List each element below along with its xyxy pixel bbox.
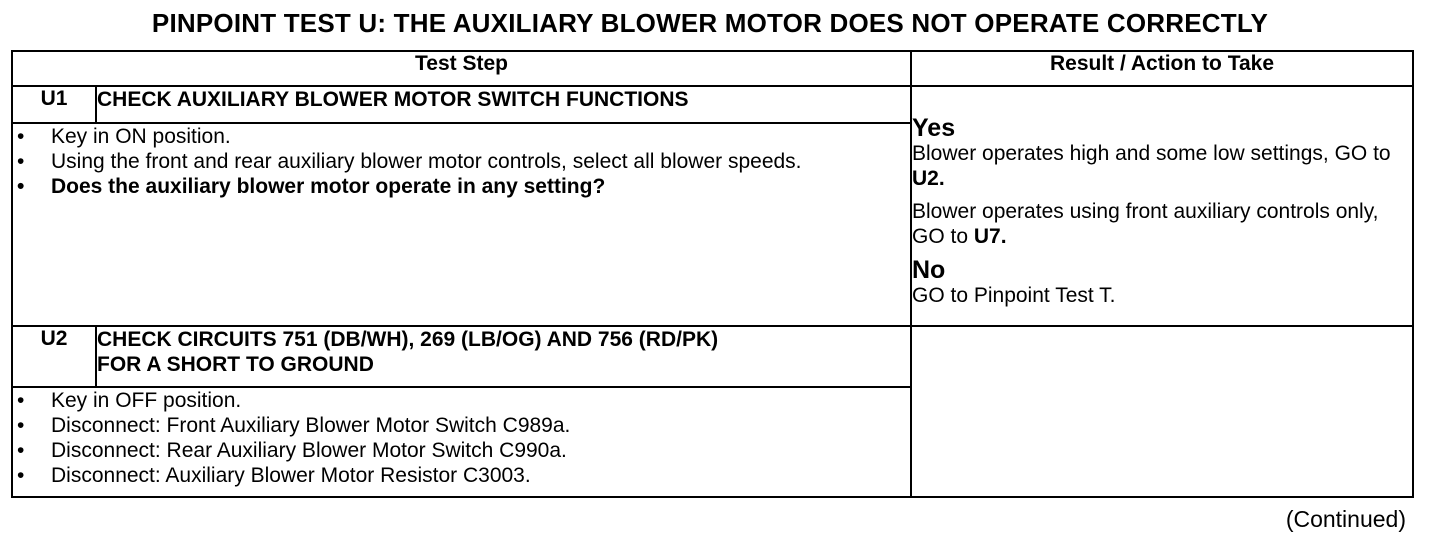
header-row (12, 51, 1413, 86)
header-test-step: Test Step (12, 51, 911, 86)
list-item: • Does the auxiliary blower motor operate in any setting? (17, 175, 606, 198)
step-u2-title-row (12, 326, 1413, 387)
list-item: • Disconnect: Rear Auxiliary Blower Motor Switch C990a. (17, 439, 567, 462)
list-item: • Key in ON position. (17, 125, 231, 148)
list-item: • Disconnect: Auxiliary Blower Motor Resistor C3003. (17, 464, 531, 487)
step-u1-list (13, 124, 910, 199)
yes-result-2: Blower operates using front auxiliary controls only, GO to U7. (912, 200, 1379, 248)
step-u1-instructions (12, 123, 911, 326)
no-label: No (912, 256, 946, 284)
goto-u2: U2 (912, 167, 939, 190)
list-item: • Using the front and rear auxiliary blower motor controls, select all blower speeds. (17, 150, 802, 173)
yes-label: Yes (912, 114, 956, 142)
step-u1-title-row (12, 86, 1413, 123)
step-title-u2: CHECK CIRCUITS 751 (DB/WH), 269 (LB/OG) AND 756 (RD/PK) FOR A SHORT TO GROUND (96, 326, 911, 387)
continued-label: (Continued) (1285, 506, 1406, 532)
step-number-u2: U2 (12, 326, 96, 387)
result-cell-u2 (911, 326, 1413, 497)
header-result-action: Result / Action to Take (911, 51, 1413, 86)
step-u2-list (13, 388, 910, 488)
pinpoint-test-table (11, 50, 1414, 498)
step-title-u1: CHECK AUXILIARY BLOWER MOTOR SWITCH FUNCTIONS (96, 86, 911, 123)
list-item: • Key in OFF position. (17, 389, 242, 412)
yes-result-1: Blower operates high and some low settings, GO to U2. (912, 142, 1391, 190)
step-number-u1: U1 (12, 86, 96, 123)
result-cell-u1 (911, 86, 1413, 326)
list-item: • Disconnect: Front Auxiliary Blower Motor Switch C989a. (17, 414, 571, 437)
page-title: PINPOINT TEST U: THE AUXILIARY BLOWER MOTOR DOES NOT OPERATE CORRECTLY (151, 8, 1269, 38)
goto-u7: U7 (973, 225, 1001, 248)
step-u2-instructions (12, 387, 911, 497)
no-result: GO to Pinpoint Test T. (912, 284, 1116, 307)
